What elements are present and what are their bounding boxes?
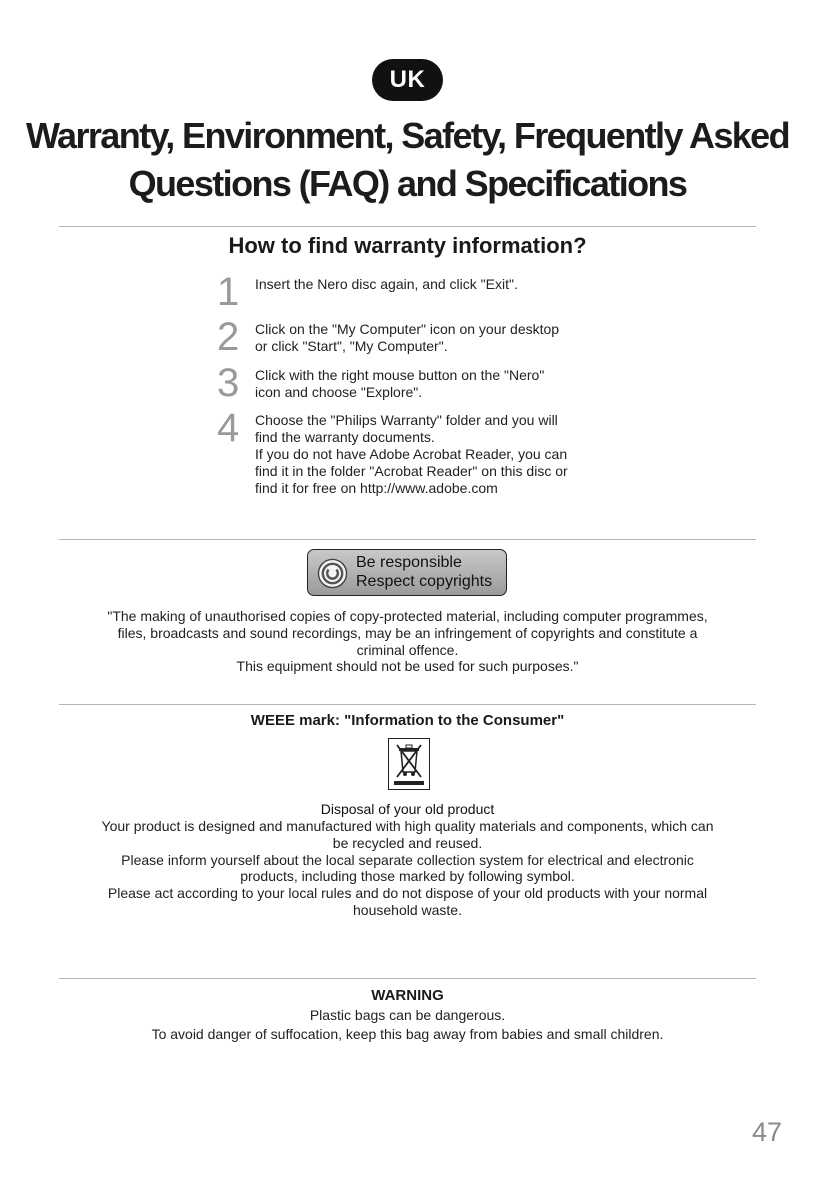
- disposal-heading: Disposal of your old product: [320, 801, 495, 817]
- step-number: 4: [217, 406, 240, 450]
- step-line: icon and choose "Explore".: [255, 384, 423, 400]
- step-line: If you do not have Adobe Acrobat Reader, you can: [255, 446, 568, 462]
- badge-label-line-1: Be responsible: [356, 554, 462, 571]
- step-line: Click on the "My Computer" icon on your desktop: [255, 321, 560, 337]
- warning-line: Plastic bags can be dangerous.: [309, 1007, 506, 1023]
- page-title: [20, 112, 795, 208]
- language-badge: UK: [372, 59, 443, 101]
- divider: [59, 978, 756, 979]
- page-title-line-1: Warranty, Environment, Safety, Frequently Asked: [26, 115, 789, 156]
- weee-line: Your product is designed and manufactured with high quality materials and components, which can: [101, 818, 714, 834]
- step-line: Choose the "Philips Warranty" folder and you will: [255, 412, 558, 428]
- step-text: [255, 367, 600, 401]
- weee-line: Please act according to your local rules and do not dispose of your old products with your normal: [107, 885, 708, 902]
- weee-line: household waste.: [353, 901, 462, 918]
- notice-line: This equipment should not be used for such purposes.": [236, 658, 579, 675]
- weee-line: Please inform yourself about the local separate collection system for electrical and electronic: [121, 851, 694, 868]
- notice-line: files, broadcasts and sound recordings, may be an infringement of copyrights and constitute a: [117, 624, 698, 641]
- page-title-line-2: Questions (FAQ) and Specifications: [128, 163, 687, 204]
- notice-line: "The making of unauthorised copies of copy-protected material, including computer programmes,: [107, 608, 708, 624]
- step-line: find it for free on http://www.adobe.com: [255, 480, 498, 496]
- step-text: [255, 321, 600, 355]
- step-line: or click "Start", "My Computer".: [255, 338, 448, 354]
- notice-line: criminal offence.: [356, 641, 459, 658]
- respect-copyrights-badge: [307, 549, 507, 596]
- step-line: find the warranty documents.: [255, 429, 435, 445]
- weee-line: be recycled and reused.: [332, 834, 483, 851]
- copyright-notice: [59, 608, 756, 675]
- step-line: Click with the right mouse button on the "Nero": [255, 367, 545, 383]
- step-number: 2: [217, 315, 240, 359]
- step-number: 1: [217, 270, 240, 314]
- warning-body: [59, 1006, 756, 1044]
- warranty-heading: How to find warranty information?: [228, 233, 587, 258]
- page-number: 47: [751, 1117, 782, 1147]
- weee-body: [59, 818, 756, 919]
- warning-line: To avoid danger of suffocation, keep this bag away from babies and small children.: [151, 1026, 664, 1042]
- divider: [59, 226, 756, 227]
- step-line: Insert the Nero disc again, and click "Exit".: [255, 276, 518, 292]
- step-text: [255, 412, 600, 497]
- weee-heading: WEEE mark: "Information to the Consumer": [250, 712, 565, 729]
- step-line: find it in the folder "Acrobat Reader" on this disc or: [255, 463, 568, 479]
- copyright-symbol-icon: [317, 558, 348, 589]
- weee-line: products, including those marked by following symbol.: [240, 868, 575, 885]
- step-text: [255, 276, 600, 293]
- divider: [59, 539, 756, 540]
- divider: [59, 704, 756, 705]
- warning-heading: WARNING: [371, 987, 444, 1004]
- crossed-out-wheelie-bin-icon: [388, 738, 430, 790]
- step-number: 3: [217, 361, 240, 405]
- badge-label-line-2: Respect copyrights: [356, 573, 493, 590]
- badge-label: [356, 553, 492, 591]
